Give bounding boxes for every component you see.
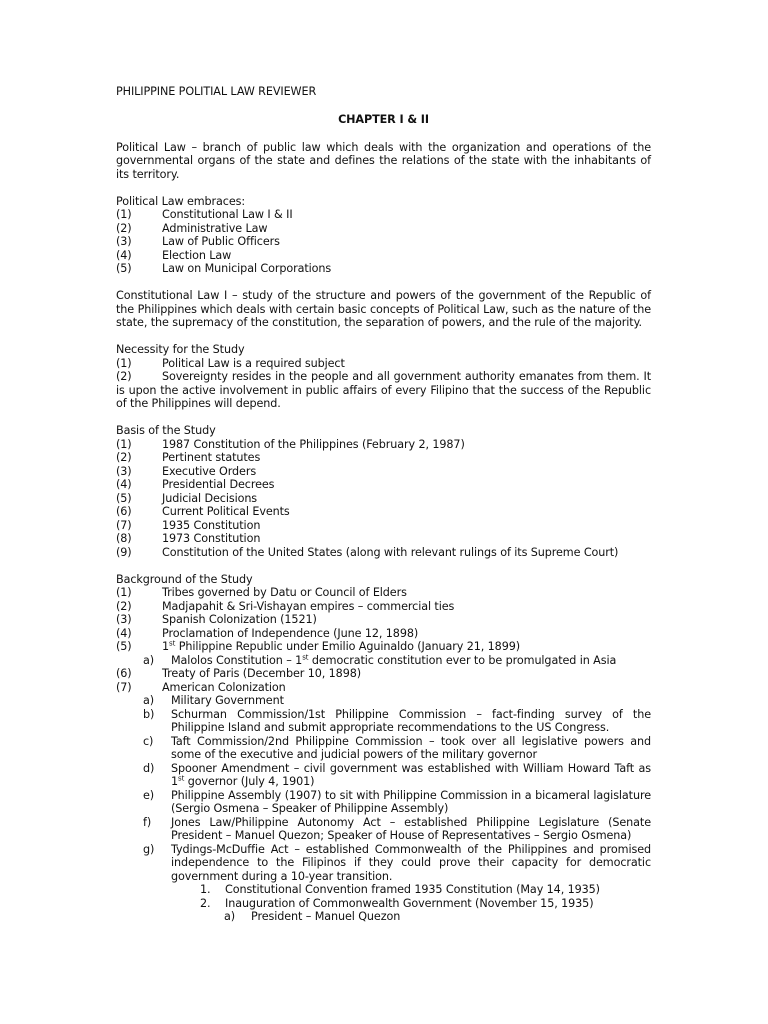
list-item: (3) Law of Public Officers xyxy=(116,235,280,248)
list-item: (2) Pertinent statutes xyxy=(116,451,261,464)
political-law-definition: Political Law – branch of public law which deals with the organization and operations of the governmental organs of the state and defines the relations of the state with the inhabitants of its territory. xyxy=(116,140,651,181)
list-item: (4) Proclamation of Independence (June 12, 1898) xyxy=(116,626,419,640)
list-item: (4) Presidential Decrees xyxy=(116,478,275,491)
list-item: (9) Constitution of the United States (along with relevant rulings of its Supreme Court) xyxy=(116,545,619,559)
list-item: (2) Sovereignty resides in the people and all government authority emanates from them. It is upon the active involvement in public affairs of every Filipino that the success of the Republic of the Philippines will depend. xyxy=(116,370,651,410)
list-item: (7) 1935 Constitution xyxy=(116,518,261,532)
list-item: (8) 1973 Constitution xyxy=(116,532,261,545)
list-item: (2) Administrative Law xyxy=(116,221,268,235)
list-item: (6) Current Political Events xyxy=(116,505,290,518)
list-item: (1) 1987 Constitution of the Philippines (February 2, 1987) xyxy=(116,437,465,451)
chapter-heading: CHAPTER I & II xyxy=(338,113,429,126)
numbered-sub-item: 2. Inauguration of Commonwealth Government (November 15, 1935) xyxy=(200,896,594,910)
numbered-sub-item: 1. Constitutional Convention framed 1935 Constitution (May 14, 1935) xyxy=(200,883,600,896)
list-item: (3) Spanish Colonization (1521) xyxy=(116,613,317,626)
constitutional-law-definition: Constitutional Law I – study of the structure and powers of the government of the Republic of the Philippines which deals with certain basic concepts of Political Law, such as the nature of the state, the supremacy of the constitution, the separation of powers, and the rule of the majority. xyxy=(116,289,651,329)
embraces-section xyxy=(116,195,651,276)
section-heading: Background of the Study xyxy=(116,572,253,586)
document-title: PHILIPPINE POLITIAL LAW REVIEWER xyxy=(116,85,317,98)
basis-section xyxy=(116,424,651,559)
list-item: (6) Treaty of Paris (December 10, 1898) xyxy=(116,667,361,680)
sub-list-item: b) Schurman Commission/1st Philippine Commission – fact-finding survey of the Philippine Island and submit appropriate recommendations to the US Congress. xyxy=(143,707,651,734)
list-item: (1) Political Law is a required subject xyxy=(116,356,345,370)
sub-list-item: a) Military Government xyxy=(143,694,284,707)
list-item: (2) Madjapahit & Sri-Vishayan empires – commercial ties xyxy=(116,599,455,613)
list-item: (4) Election Law xyxy=(116,248,232,262)
necessity-section xyxy=(116,343,651,411)
list-item: (3) Executive Orders xyxy=(116,464,257,478)
section-heading: Necessity for the Study xyxy=(116,343,245,356)
list-item: (1) Constitutional Law I & II xyxy=(116,208,293,221)
list-item: (1) Tribes governed by Datu or Council of Elders xyxy=(116,586,407,599)
list-item: (5) 1st Philippine Republic under Emilio Aguinaldo (January 21, 1899) xyxy=(116,639,521,653)
section-heading: Basis of the Study xyxy=(116,424,216,437)
list-item: (5) Judicial Decisions xyxy=(116,491,258,505)
list-item: (5) Law on Municipal Corporations xyxy=(116,262,332,275)
sub-list-item: g) Tydings-McDuffie Act – established Commonwealth of the Philippines and promised independence to the Filipinos if they could prove their capacity for democratic government during a 10-year transition. xyxy=(143,842,651,883)
sub-list-item: a) Malolos Constitution – 1st democratic constitution ever to be promulgated in Asia xyxy=(143,652,617,667)
list-item: (7) American Colonization xyxy=(116,680,286,694)
sub-list-item: f) Jones Law/Philippine Autonomy Act – established Philippine Legislature (Senate President – Manuel Quezon; Speaker of House of Representatives – Sergio Osmena) xyxy=(143,815,651,842)
sub-list-item: e) Philippine Assembly (1907) to sit with Philippine Commission in a bicameral lagislature (Sergio Osmena – Speaker of Philippine Assembly) xyxy=(143,788,651,815)
sub-list-item: c) Taft Commission/2nd Philippine Commission – took over all legislative powers and some of the executive and judicial powers of the military governor xyxy=(143,734,651,761)
nested-sub-item: a) President – Manuel Quezon xyxy=(224,910,401,923)
sub-list-item: d) Spooner Amendment – civil government was established with William Howard Taft as 1st governor (July 4, 1901) xyxy=(143,761,651,788)
section-heading: Political Law embraces: xyxy=(116,194,246,208)
background-section xyxy=(116,573,651,924)
